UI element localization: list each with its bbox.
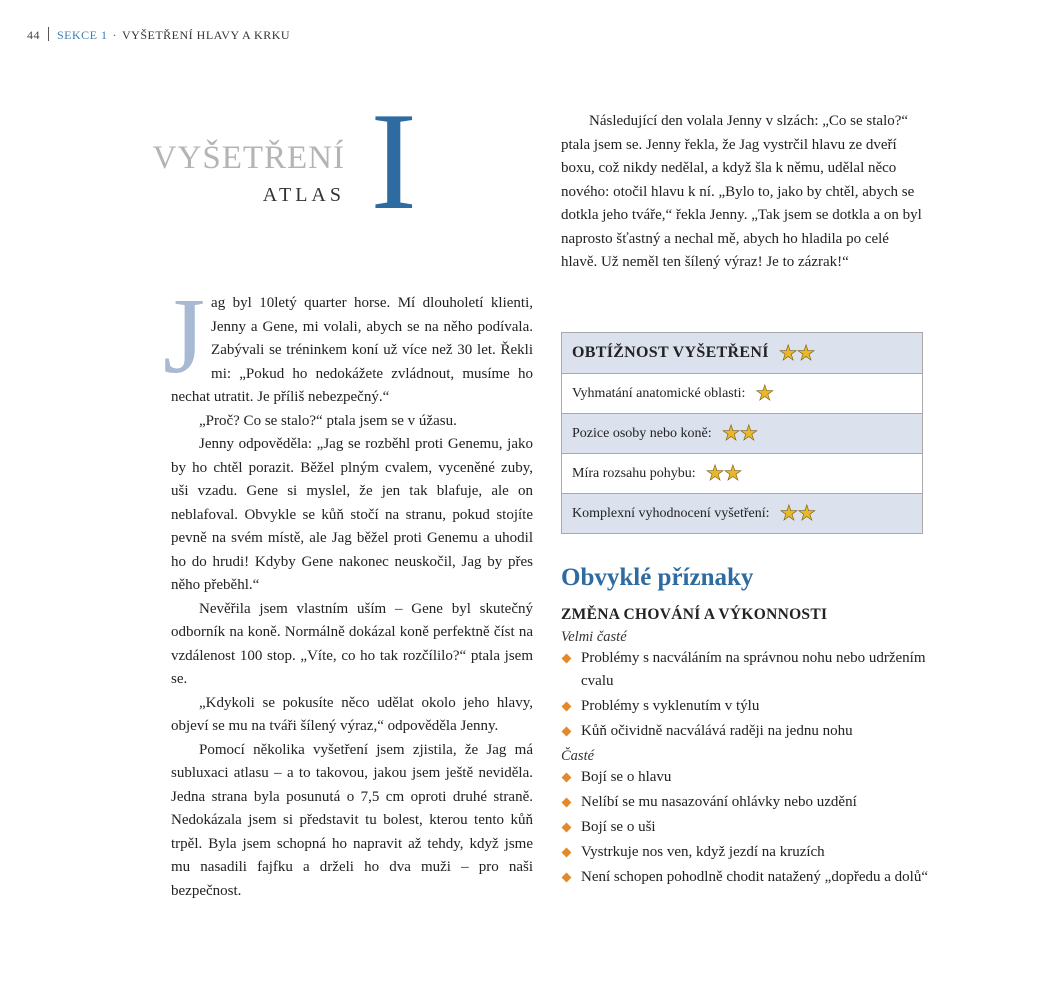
paragraph: „Proč? Co se stalo?“ ptala jsem se v úžasu. — [199, 412, 457, 429]
paragraph: Následující den volala Jenny v slzách: „Co se stalo?“ ptala jsem se. Jenny řekla, že Jag vystrčil hlavu ze dveří boxu, což nikdy nedělal, a když šla k němu, udělal něco nového: otočil hlavu k ní. „Bylo to, jako by chtěl, abych se dotkla jeho tváře,“ řekla Jenny. „Tak jsem se dotkla a on byl naprosto šťastný a nechal mě, abych ho hladila po celé hlavě. Už neměl ten šílený výraz! Je to zázrak!“ — [561, 113, 922, 270]
header-separator: · — [112, 28, 118, 42]
diamond-bullet-icon — [562, 654, 572, 664]
star-icon: ★ — [796, 340, 816, 365]
star-icon: ★ — [705, 461, 725, 485]
list-item-text: Problémy s nacváláním na správnou nohu nebo udržením cvalu — [581, 650, 926, 689]
star-icon: ★ — [779, 501, 799, 525]
difficulty-header-row — [562, 333, 922, 373]
diamond-bullet-icon — [562, 773, 572, 783]
list-item-text: Nelíbí se mu nasazování ohlávky nebo uzdění — [581, 794, 857, 810]
right-column — [561, 110, 923, 275]
list-item — [561, 766, 931, 789]
paragraph: Jenny odpověděla: „Jag se rozběhl proti Genemu, jako by ho chtěl porazit. Běžel plným cvalem, vyceněné zuby, uši vzadu. Gene si myslel, že jen tak blafuje, ale on neblafoval. Obvykle se kůň stočí na stranu, pokud stojíte pevně na svém místě, ale Jag běžel proti Genemu a uhodil ho do hrudi! Kdyby Gene nakonec neuskočil, Jag by přes něho přeběhl.“ — [171, 436, 533, 593]
diamond-bullet-icon — [562, 727, 572, 737]
frequency-label: Časté — [561, 748, 595, 764]
difficulty-label: Vyhmatání anatomické oblasti: — [572, 385, 746, 401]
symptoms-title: Obvyklé příznaky — [561, 564, 754, 591]
list-item — [561, 816, 931, 839]
star-rating — [706, 463, 742, 484]
diamond-bullet-icon — [562, 823, 572, 833]
star-icon: ★ — [797, 501, 817, 525]
difficulty-label: Komplexní vyhodnocení vyšetření: — [572, 505, 770, 521]
paragraph-text: ag byl 10letý quarter horse. Mí dlouholetí klienti, Jenny a Gene, mi volali, abych se na něho podívala. Zabývali se tréninkem koní už více než 30 let. Řekli mi: „Pokud ho nedokážete zvládnout, musíme ho nechat utratit. Je příliš nebezpečný.“ — [171, 295, 533, 405]
chapter-title — [148, 84, 423, 239]
diamond-bullet-icon — [562, 873, 572, 883]
diamond-bullet-icon — [562, 798, 572, 808]
diamond-bullet-icon — [562, 702, 572, 712]
title-numeral: I — [370, 84, 417, 239]
title-sub: ATLAS — [262, 184, 345, 206]
list-item-text: Problémy s vyklenutím v týlu — [581, 698, 760, 714]
list-item — [561, 866, 931, 889]
left-column — [163, 277, 533, 903]
frequency-label: Velmi časté — [561, 629, 627, 645]
page-number: 44 — [27, 28, 40, 42]
diamond-bullet-icon — [562, 848, 572, 858]
running-header — [27, 27, 290, 43]
star-rating — [780, 503, 816, 524]
paragraph: „Kdykoli se pokusíte něco udělat okolo jeho hlavy, objeví se mu na tváři šílený výraz,“ odpověděla Jenny. — [171, 694, 533, 734]
list-item — [561, 841, 931, 864]
list-item — [561, 647, 931, 693]
paragraph: Pomocí několika vyšetření jsem zjistila, že Jag má subluxaci atlasu – a to takovou, jakou jsem ještě neviděla. Jedna strana byla posunutá o 7,5 cm oproti druhé straně. Nedokázala jsem si představit tu bolest, kterou tento kůň trpěl. Byla jsem schopná ho napravit až tehdy, když jsme mu nasadili fajfku a drželi ho dva muži – pro naši bezpečnost. — [171, 741, 533, 899]
difficulty-row — [562, 493, 922, 533]
paragraph: Nevěřila jsem vlastním uším – Gene byl skutečný odborník na koně. Normálně dokázal koně perfektně číst na vzdálenost 100 stop. „Víte, co ho tak rozčílilo?“ ptala jsem se. — [171, 600, 533, 687]
star-rating — [778, 340, 816, 365]
difficulty-row — [562, 413, 922, 453]
difficulty-label: Míra rozsahu pohybu: — [572, 465, 696, 481]
difficulty-table — [561, 332, 923, 534]
paragraph-intro — [163, 277, 533, 410]
symptoms-section — [561, 562, 931, 891]
title-main: VYŠETŘENÍ — [152, 140, 345, 176]
header-divider — [48, 27, 49, 41]
star-icon: ★ — [755, 381, 775, 405]
difficulty-label: Pozice osoby nebo koně: — [572, 425, 712, 441]
symptoms-subtitle: ZMĚNA CHOVÁNÍ A VÝKONNOSTI — [561, 606, 828, 623]
star-icon: ★ — [778, 340, 798, 365]
chapter-label: VYŠETŘENÍ HLAVY A KRKU — [122, 28, 291, 42]
list-item-text: Vystrkuje nos ven, když jezdí na kruzích — [581, 844, 825, 860]
list-item-text: Bojí se o hlavu — [581, 769, 672, 785]
symptom-list — [561, 647, 931, 743]
star-icon: ★ — [739, 421, 759, 445]
list-item-text: Kůň očividně nacválává raději na jednu nohu — [581, 723, 853, 739]
star-icon: ★ — [721, 421, 741, 445]
symptom-list — [561, 766, 931, 889]
star-rating — [722, 423, 758, 444]
star-icon: ★ — [723, 461, 743, 485]
list-item-text: Není schopen pohodlně chodit natažený „dopředu a dolů“ — [581, 869, 928, 885]
difficulty-heading: OBTÍŽNOST VYŠETŘENÍ — [572, 344, 769, 361]
list-item — [561, 791, 931, 814]
star-rating — [755, 383, 773, 404]
list-item — [561, 720, 931, 743]
list-item — [561, 695, 931, 718]
list-item-text: Bojí se o uši — [581, 819, 656, 835]
drop-cap: J — [163, 277, 206, 396]
section-label: SEKCE 1 — [57, 28, 108, 42]
difficulty-row — [562, 373, 922, 413]
difficulty-row — [562, 453, 922, 493]
